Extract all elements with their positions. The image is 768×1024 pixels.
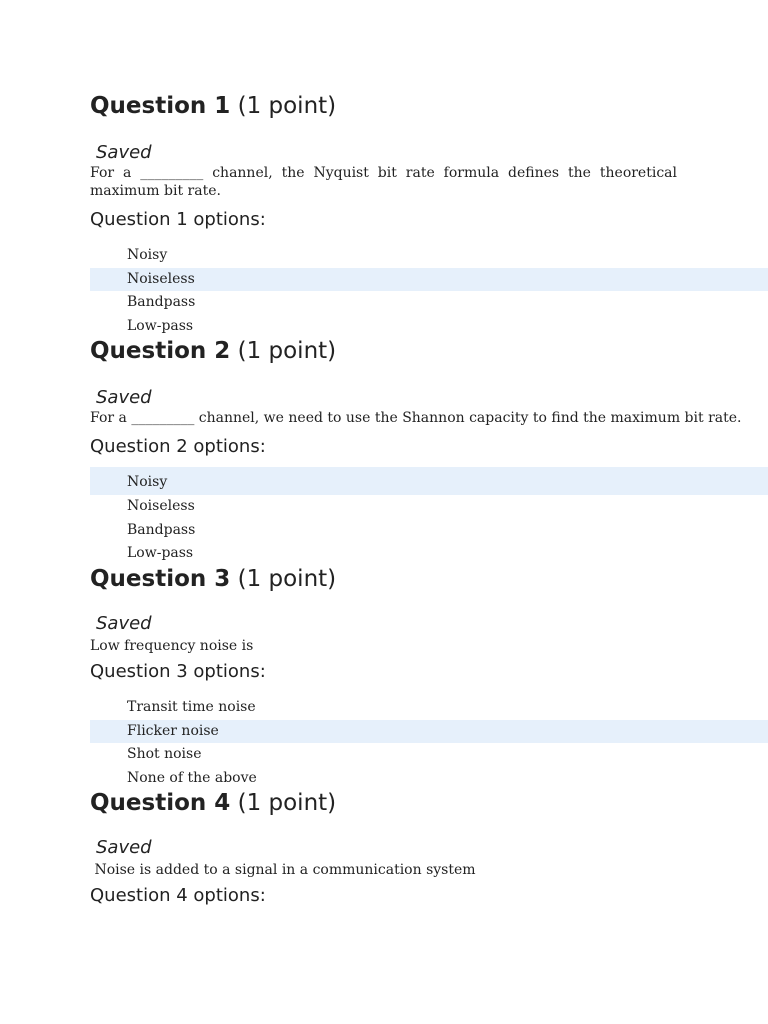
question-1-saved-status: Saved bbox=[96, 142, 152, 163]
question-1-option-4[interactable]: Low-pass bbox=[127, 317, 194, 334]
question-4-saved-status: Saved bbox=[96, 837, 152, 858]
question-4-options-heading: Question 4 options: bbox=[90, 885, 266, 906]
question-4-text: Noise is added to a signal in a communication system bbox=[90, 862, 476, 878]
question-2-heading bbox=[90, 337, 336, 365]
question-2-points: (1 point) bbox=[237, 338, 337, 364]
question-1-heading bbox=[90, 92, 336, 120]
question-3-option-2[interactable]: Flicker noise bbox=[90, 720, 768, 744]
question-3-options-heading: Question 3 options: bbox=[90, 661, 266, 682]
question-2-option-2[interactable]: Noiseless bbox=[127, 498, 195, 514]
question-1-options bbox=[90, 244, 768, 338]
question-1-title: Question 1 bbox=[90, 93, 231, 119]
question-2-option-3[interactable]: Bandpass bbox=[127, 521, 196, 538]
question-2-options bbox=[90, 467, 768, 566]
question-2-option-1[interactable]: Noisy bbox=[90, 467, 768, 495]
question-3-points: (1 point) bbox=[237, 566, 337, 592]
question-4-points: (1 point) bbox=[237, 790, 337, 816]
question-3-option-3[interactable]: Shot noise bbox=[127, 746, 202, 762]
question-2-text: For a _________ channel, we need to use the Shannon capacity to find the maximum bit rate. bbox=[90, 410, 742, 426]
question-2-options-heading: Question 2 options: bbox=[90, 436, 266, 457]
question-1-option-3[interactable]: Bandpass bbox=[127, 294, 196, 310]
question-4-heading bbox=[90, 789, 336, 817]
question-1-option-2[interactable]: Noiseless bbox=[90, 268, 768, 292]
question-3-option-4[interactable]: None of the above bbox=[127, 769, 257, 786]
question-1-points: (1 point) bbox=[237, 93, 337, 119]
question-3-heading bbox=[90, 565, 336, 593]
question-1-text: For a _________ channel, the Nyquist bit rate formula defines the theoretical maximum bit rate. bbox=[90, 165, 677, 199]
question-2-title: Question 2 bbox=[90, 338, 231, 364]
question-3-options bbox=[90, 696, 768, 790]
question-4-title: Question 4 bbox=[90, 790, 231, 816]
question-3-option-1[interactable]: Transit time noise bbox=[127, 699, 256, 715]
question-1-options-heading: Question 1 options: bbox=[90, 209, 266, 230]
question-2-option-4[interactable]: Low-pass bbox=[127, 545, 194, 561]
question-2-saved-status: Saved bbox=[96, 387, 152, 408]
question-3-title: Question 3 bbox=[90, 566, 231, 592]
question-3-text: Low frequency noise is bbox=[90, 638, 254, 654]
question-3-saved-status: Saved bbox=[96, 613, 152, 634]
question-1-option-1[interactable]: Noisy bbox=[127, 247, 168, 263]
